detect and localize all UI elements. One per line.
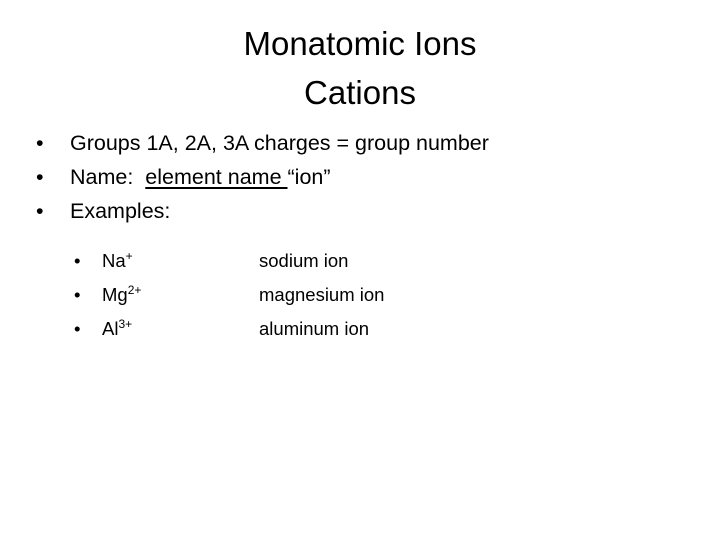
bullet-item-groups (36, 131, 686, 165)
example-item-aluminum (74, 317, 384, 351)
ion-charge: 2+ (127, 283, 142, 297)
bullet-item-name (36, 165, 686, 199)
ion-charge: + (125, 249, 133, 263)
ion-name: magnesium ion (259, 284, 385, 305)
bullet-text-examples: Examples: (70, 199, 171, 223)
element-symbol: Na (102, 250, 126, 271)
bullet-text-ion-quote: “ion” (287, 165, 331, 189)
ion-symbol (102, 249, 259, 272)
bullet-item-examples (36, 199, 686, 233)
ion-name: aluminum ion (259, 318, 370, 339)
example-item-sodium (74, 249, 384, 283)
bullet-marker: • (36, 199, 44, 223)
slide-subtitle: Cations (304, 74, 416, 111)
sub-bullet-marker: • (74, 284, 81, 305)
element-symbol: Al (102, 318, 119, 339)
element-symbol: Mg (102, 284, 128, 305)
ion-charge: 3+ (118, 317, 133, 331)
example-item-magnesium (74, 283, 384, 317)
bullet-marker: • (36, 131, 44, 155)
bullet-text-name-label: Name: (70, 165, 140, 189)
bullet-list (36, 131, 686, 233)
ion-symbol (102, 317, 259, 340)
examples-list (74, 249, 384, 351)
bullet-text-groups: Groups 1A, 2A, 3A charges = group number (70, 131, 489, 155)
ion-name: sodium ion (259, 250, 349, 271)
sub-bullet-marker: • (74, 250, 81, 271)
sub-bullet-marker: • (74, 318, 81, 339)
bullet-text-element-name: element name (145, 165, 288, 189)
slide-title: Monatomic Ions (243, 25, 477, 62)
ion-symbol (102, 283, 259, 306)
bullet-marker: • (36, 165, 44, 189)
